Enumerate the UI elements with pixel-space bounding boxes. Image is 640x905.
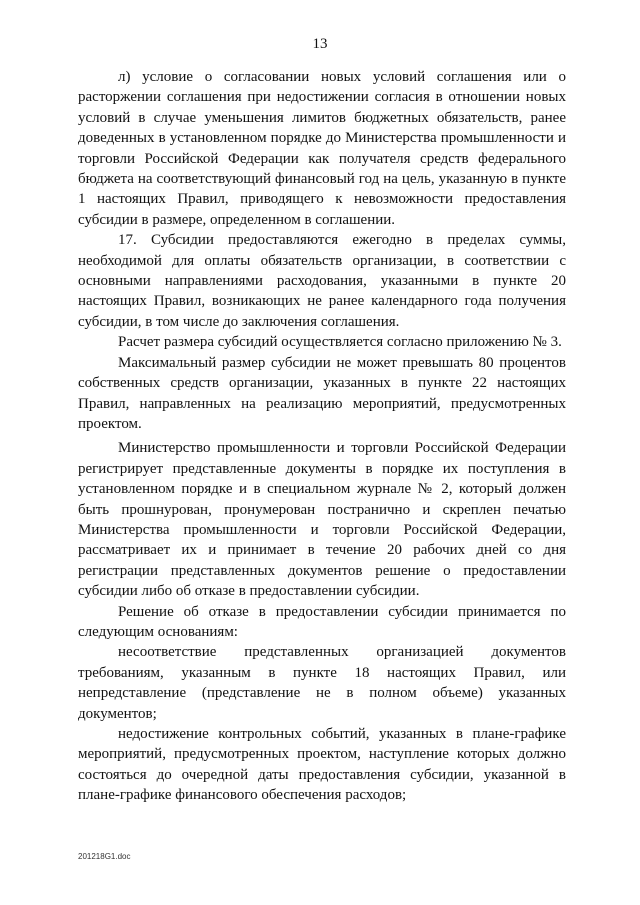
paragraph-max-size: Максимальный размер субсидии не может превышать 80 процентов собственных средств организации, указанных в пункте 22 настоящих Правил, направленных на реализацию мероприятий, предусмотренных проектом. [78,354,566,432]
page-number: 13 [312,36,328,52]
document-body [78,67,566,806]
paragraph-l-condition: л) условие о согласовании новых условий соглашения или о расторжении соглашения при недостижении согласия в отношении новых условий в случае уменьшения лимитов бюджетных обязательств, ранее доведенных в установленном порядке до Министерства промышленности и торговли Российской Федерации как получателя средств федерального бюджета на соответствующий финансовый год на цель, указанную в пункте 1 настоящих Правил, приводящего к невозможности предоставления субсидии в размере, определенном в соглашении. [78,69,566,228]
paragraph-17-subsidies: 17. Субсидии предоставляются ежегодно в пределах суммы, необходимой для оплаты обязательств организации, в соответствии с основными направлениями расходования, указанными в пункте 20 настоящих Правил, возникающих не ранее календарного года получения субсидии, в том числе до заключения соглашения. [78,232,566,330]
paragraph-nonconformity: несоответствие представленных организацией документов требованиям, указанным в пункте 18 настоящих Правил, или непредставление (представление не в полном объеме) указанных документов; [78,644,566,722]
paragraph-calculation: Расчет размера субсидий осуществляется согласно приложению № 3. [118,334,562,351]
paragraph-registration: Министерство промышленности и торговли Российской Федерации регистрирует представленные документы в порядке их поступления в установленном порядке и в специальном журнале № 2, который должен быть прошнурован, пронумерован постранично и скреплен печатью Министерства промышленности и торговли Российской Федерации, рассматривает их и принимает в течение 20 рабочих дней со дня регистрации представленных документов решение о предоставлении субсидии либо об отказе в предоставлении субсидии. [78,440,566,600]
file-name-footer: 201218G1.doc [78,852,131,861]
paragraph-nonachievement: недостижение контрольных событий, указанных в плане-графике мероприятий, предусмотренных проектом, наступление которых должно состояться до очередной даты предоставления субсидии, указанной в плане-графике финансового обеспечения расходов; [78,726,566,804]
paragraph-refusal-decision: Решение об отказе в предоставлении субсидии принимается по следующим основаниям: [78,603,566,640]
